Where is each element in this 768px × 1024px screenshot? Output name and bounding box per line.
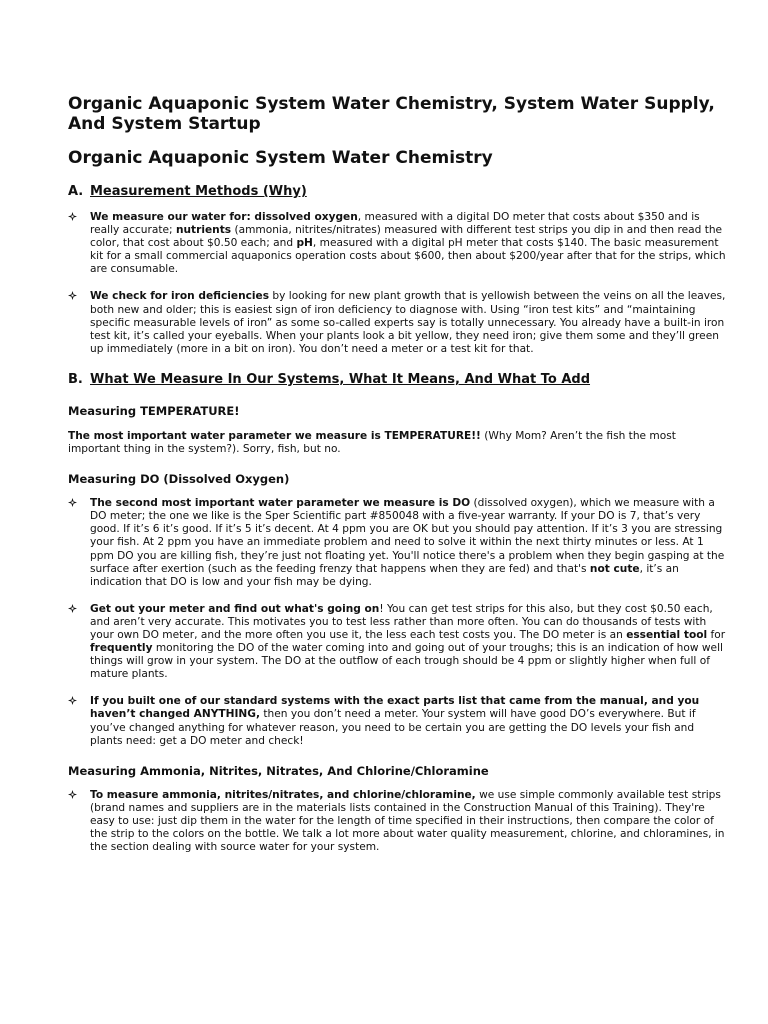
bold-text: The second most important water parameter we measure is DO	[90, 497, 471, 510]
bold-text: frequently	[90, 642, 153, 655]
text: , measured with a digital pH meter that costs $140. The basic measurement kit for a small commercial aquaponics operation costs about $600, then about $200/year after that for the strips, which are consumable.	[90, 237, 726, 276]
bullet-icon	[68, 603, 90, 682]
ammonia-bullets	[68, 789, 728, 854]
do-bullets	[68, 497, 728, 748]
bullet-text	[90, 695, 728, 747]
bullet-text	[90, 789, 728, 854]
temperature-heading: Measuring TEMPERATURE!	[68, 403, 240, 418]
bullet-text	[90, 211, 728, 276]
bullet-icon	[68, 789, 90, 854]
text: by looking for new plant growth that is yellowish between the veins on all the leaves, both new and older; this is easiest sign of iron deficiency to diagnose with. Using “iron test kits” and “maintaining specific measurable levels of iron” as some so-called experts say is totally unnecessary. You already have a built-in iron test kit, it’s called your eyeballs. When your plants look a bit yellow, they need iron; give them some and they’ll green up immediately (more in a bit on iron). You don’t need a meter or a test kit for that.	[90, 290, 726, 355]
bullet-text	[90, 497, 728, 589]
text: (ammonia, nitrites/nitrates) measured with different test strips you dip in and then read the color, that cost about $0.50 each; and	[90, 224, 723, 250]
section-letter: B.	[68, 371, 83, 387]
section-letter: A.	[68, 184, 84, 199]
bullet-item	[68, 211, 728, 276]
document-title: Organic Aquaponic System Water Chemistry, System Water Supply, And System Startup	[68, 94, 715, 134]
bullet-icon	[68, 695, 90, 747]
bold-text: not cute	[589, 562, 640, 575]
bullet-item	[68, 290, 728, 355]
do-heading: Measuring DO (Dissolved Oxygen)	[68, 472, 290, 487]
bullet-item	[68, 497, 728, 589]
ammonia-heading: Measuring Ammonia, Nitrites, Nitrates, And Chlorine/Chloramine	[68, 763, 489, 778]
bullet-text	[90, 603, 728, 682]
bullet-item	[68, 789, 728, 854]
bold-text: essential tool	[626, 628, 708, 641]
section-b-heading	[68, 372, 728, 388]
text: for	[707, 628, 726, 641]
document-subtitle: Organic Aquaponic System Water Chemistry	[68, 148, 493, 168]
bold-text: nutrients	[175, 224, 232, 237]
text: (dissolved oxygen), which we measure with a DO meter; the one we like is the Sper Scientific part #850048 with a five-year warranty. If your DO is 7, that’s very good. If it’s 6 it’s good. If it’s 5 it’s decent. At 4 ppm you are OK but you should pay attention. If it’s 3 you are stressing your fish. At 2 ppm you have an immediate problem and need to solve it within the next thirty minutes or less. At 1 ppm DO you are killing fish, they’re just not floating yet. You'll notice there's a problem when they begin gasping at the surface after exertion (such as the feeding frenzy that happens when they are fed) and that's	[90, 497, 725, 575]
section-a-heading	[68, 184, 728, 200]
bold-text: Get out your meter and find out what's going on	[90, 602, 380, 615]
text: , measured with a digital DO meter that costs about $350 and is really accurate;	[90, 211, 700, 237]
text: ! You can get test strips for this also, but they cost $0.50 each, and aren’t very accurate. This motivates you to test less rather than more often. You can do thousands of tests with your own DO meter, and the more often you use it, the less each test costs you. The DO meter is an	[90, 602, 713, 641]
bullet-icon	[68, 211, 90, 276]
document-page	[68, 94, 728, 854]
bold-text: To measure ammonia, nitrites/nitrates, and chlorine/chloramine,	[90, 788, 476, 801]
text: (Why Mom? Aren’t the fish the most important thing in the system?). Sorry, fish, but no.	[68, 429, 676, 456]
bold-text: pH	[296, 237, 313, 250]
text: then you don’t need a meter. Your system will have good DO’s everywhere. But if you’ve changed anything for whatever reason, you need to be certain you are getting the DO levels your fish and plants need: get a DO meter and check!	[90, 708, 696, 747]
bullet-icon	[68, 497, 90, 589]
section-title: Measurement Methods (Why)	[90, 184, 307, 199]
bold-text: We measure our water for: dissolved oxygen	[90, 211, 358, 223]
section-a-bullets	[68, 211, 728, 356]
bullet-icon	[68, 290, 90, 355]
bold-text: The most important water parameter we measure is TEMPERATURE!!	[68, 429, 481, 442]
bullet-item	[68, 695, 728, 747]
text: monitoring the DO of the water coming into and going out of your troughs; this is an indication of how well things will grow in your system. The DO at the outflow of each trough should be 4 ppm or slightly higher when full of mature plants.	[90, 642, 723, 681]
text: we use simple commonly available test strips (brand names and suppliers are in the materials lists contained in the Construction Manual of this Training). They're easy to use: just dip them in the water for the length of time specified in their instructions, then compare the color of the strip to the colors on the bottle. We talk a lot more about water quality measurement, chlorine, and chloramines, in the section dealing with source water for your system.	[90, 788, 725, 854]
bullet-item	[68, 603, 728, 682]
section-title: What We Measure In Our Systems, What It Means, And What To Add	[90, 371, 591, 387]
bullet-text	[90, 290, 728, 355]
temperature-paragraph	[68, 430, 728, 456]
text: , it’s an indication that DO is low and your fish may be dying.	[90, 562, 679, 588]
bold-text: If you built one of our standard systems with the exact parts list that came from the manual, and you haven’t changed ANYTHING,	[90, 695, 700, 721]
bold-text: We check for iron deficiencies	[90, 290, 270, 303]
